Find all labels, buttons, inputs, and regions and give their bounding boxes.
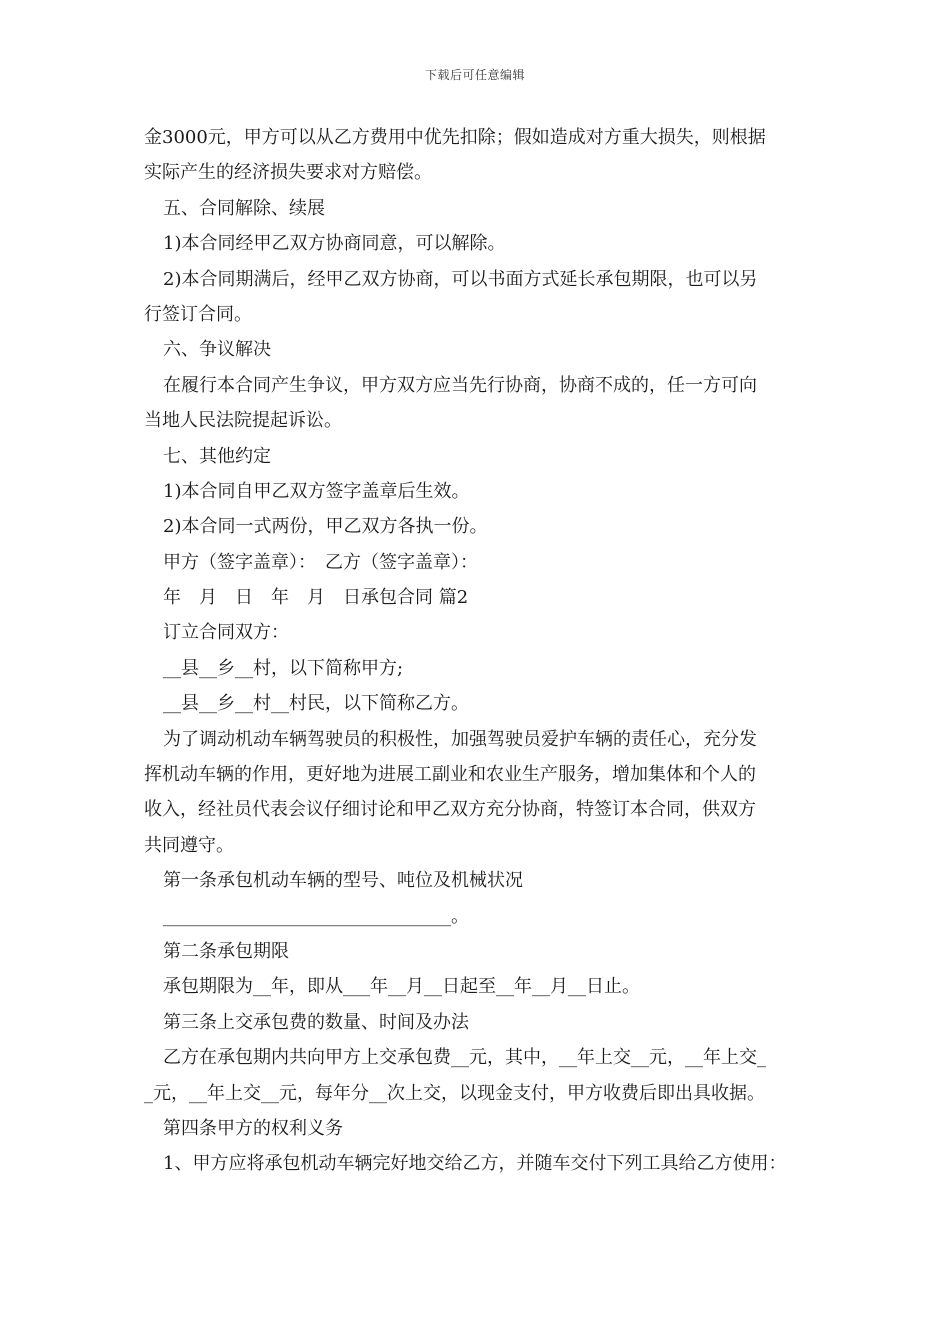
text-line: 挥机动车辆的作用，更好地为进展工副业和农业生产服务，增加集体和个人的 — [144, 764, 756, 786]
text-line: _元，__年上交__元，每年分__次上交，以现金支付，甲方收费后即出具收据。 — [144, 1082, 765, 1104]
text-line: 为了调动机动车辆驾驶员的积极性，加强驾驶员爱护车辆的责任心，充分发 — [163, 728, 757, 750]
text-line: 行签订合同。 — [144, 303, 252, 325]
text-line: 乙方在承包期内共向甲方上交承包费__元，其中，__年上交__元，__年上交_ — [163, 1047, 766, 1069]
text-line: 当地人民法院提起诉讼。 — [144, 410, 342, 432]
text-line: 1)本合同自甲乙双方签字盖章后生效。 — [163, 480, 470, 502]
text-line: 1、甲方应将承包机动车辆完好地交给乙方，并随车交付下列工具给乙方使用： — [163, 1153, 787, 1175]
text-line: 甲方（签字盖章）： 乙方（签字盖章）： — [163, 551, 478, 573]
text-line: 第二条承包期限 — [163, 940, 289, 962]
text-line: __县__乡__村__村民，以下简称乙方。 — [163, 693, 469, 715]
document-body — [144, 120, 824, 1182]
text-line: 第三条上交承包费的数量、时间及办法 — [163, 1011, 469, 1033]
text-line: 订立合同双方： — [163, 622, 289, 644]
text-line: 年 月 日 年 月 日承包合同 篇2 — [163, 587, 469, 609]
text-line: 七、其他约定 — [163, 445, 271, 467]
text-line: 六、争议解决 — [163, 339, 271, 361]
text-line: 五、合同解除、续展 — [163, 197, 325, 219]
text-line: ________________________________。 — [163, 905, 469, 927]
text-line: 2)本合同期满后，经甲乙双方协商，可以书面方式延长承包期限，也可以另 — [163, 268, 758, 290]
text-line: __县__乡__村，以下简称甲方; — [163, 657, 404, 679]
text-line: 2)本合同一式两份，甲乙双方各执一份。 — [163, 516, 488, 538]
text-line: 金3000元，甲方可以从乙方费用中优先扣除；假如造成对方重大损失，则根据 — [144, 127, 766, 148]
text-line: 第四条甲方的权利义务 — [163, 1117, 343, 1139]
text-line: 第一条承包机动车辆的型号、吨位及机械状况 — [163, 870, 523, 892]
text-line: 共同遵守。 — [144, 834, 234, 856]
text-line: 收入，经社员代表会议仔细讨论和甲乙双方充分协商，特签订本合同，供双方 — [144, 799, 756, 821]
page-header: 下载后可任意编辑 — [424, 68, 525, 82]
text-line: 1)本合同经甲乙双方协商同意，可以解除。 — [163, 233, 506, 255]
text-line: 承包期限为__年，即从___年__月__日起至__年__月__日止。 — [163, 976, 640, 998]
text-line: 实际产生的经济损失要求对方赔偿。 — [144, 162, 432, 184]
text-line: 在履行本合同产生争议，甲方双方应当先行协商，协商不成的，任一方可向 — [163, 374, 757, 396]
